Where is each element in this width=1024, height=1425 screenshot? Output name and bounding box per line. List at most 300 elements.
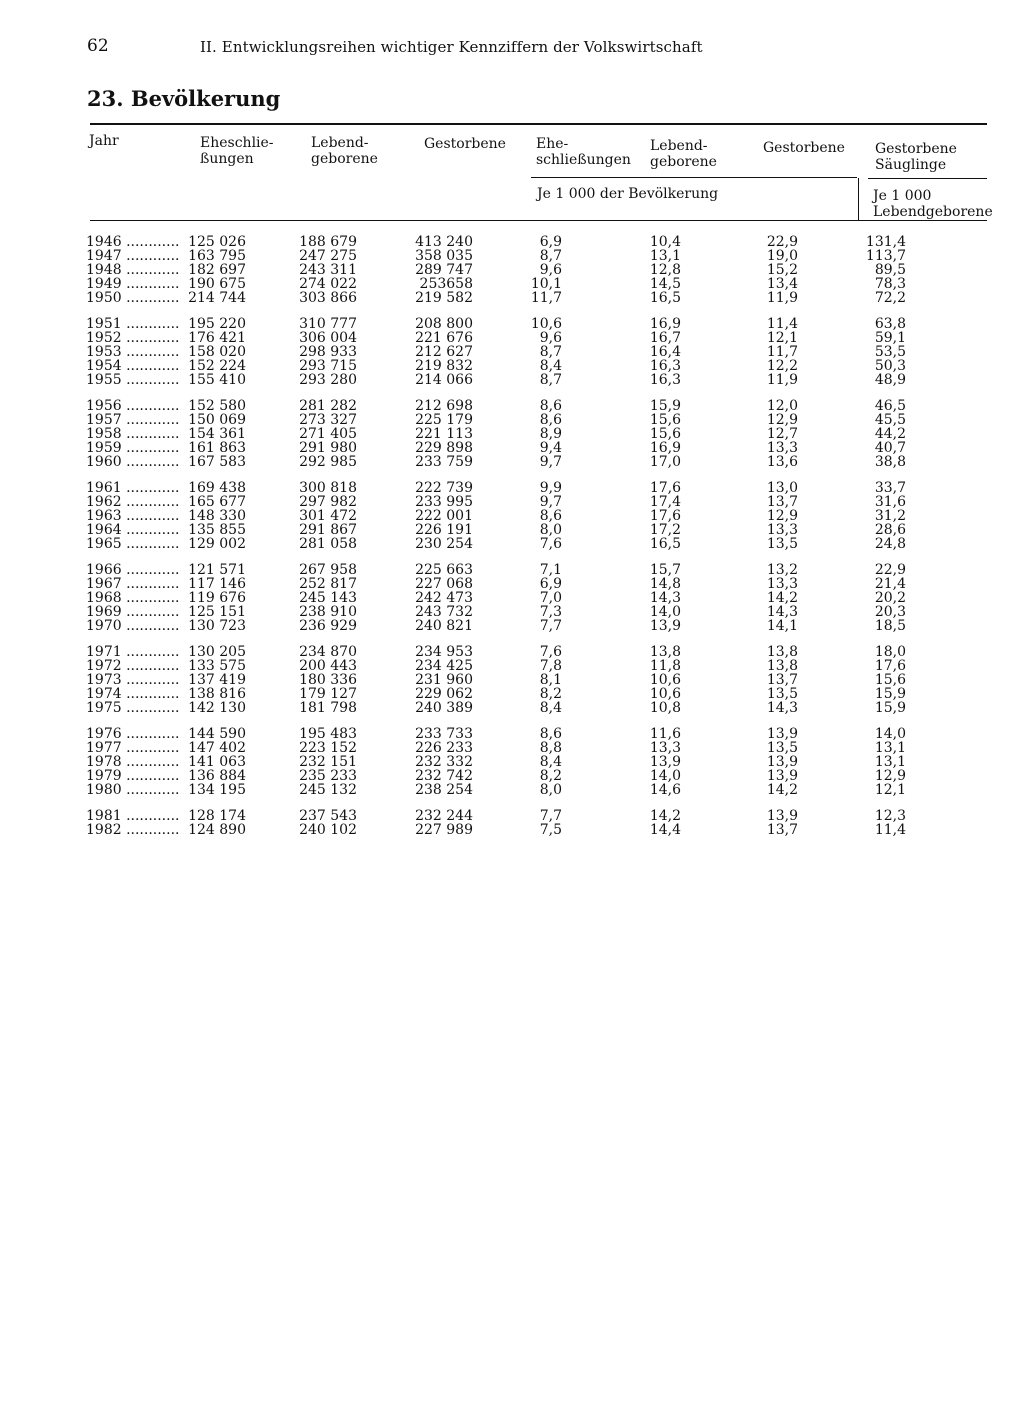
lebend-rate-cell: 17,4 <box>649 494 681 510</box>
year-cell: 1957 ............ <box>86 413 180 427</box>
saeugl-rate-cell: 44,2 <box>874 426 906 442</box>
lebend-rate-cell: 14,4 <box>649 822 681 838</box>
eheschliessungen-cell: 125 151 <box>188 604 246 620</box>
lebendgeborene-cell: 301 472 <box>299 508 357 524</box>
eheschliessungen-cell: 161 863 <box>188 440 246 456</box>
lebendgeborene-cell: 179 127 <box>299 686 357 702</box>
eheschliessungen-cell: 138 816 <box>188 686 246 702</box>
table-row <box>0 399 1024 413</box>
table-row <box>0 317 1024 331</box>
lebend-rate-cell: 16,7 <box>649 330 681 346</box>
gest-rate-cell: 12,7 <box>766 426 798 442</box>
year-cell: 1962 ............ <box>86 495 180 509</box>
table-row <box>0 495 1024 509</box>
table-row <box>0 427 1024 441</box>
table-row <box>0 809 1024 823</box>
row-group <box>0 317 1024 387</box>
saeugl-rate-cell: 13,1 <box>874 754 906 770</box>
saeugl-rate-cell: 28,6 <box>874 522 906 538</box>
lebend-rate-cell: 16,4 <box>649 344 681 360</box>
lebendgeborene-cell: 188 679 <box>299 234 357 250</box>
lebendgeborene-cell: 234 870 <box>299 644 357 660</box>
header-lebend-rate <box>650 138 717 170</box>
saeugl-rate-cell: 11,4 <box>874 822 906 838</box>
gestorbene-cell: 243 732 <box>415 604 473 620</box>
gest-rate-cell: 11,9 <box>766 290 798 306</box>
table-row <box>0 455 1024 469</box>
year-cell: 1964 ............ <box>86 523 180 537</box>
eheschliessungen-cell: 163 795 <box>188 248 246 264</box>
gestorbene-cell: 234 425 <box>415 658 473 674</box>
ehe-rate-cell: 6,9 <box>539 576 562 592</box>
lebendgeborene-cell: 273 327 <box>299 412 357 428</box>
table-row <box>0 509 1024 523</box>
lebend-rate-cell: 14,5 <box>649 276 681 292</box>
eheschliessungen-cell: 165 677 <box>188 494 246 510</box>
eheschliessungen-cell: 136 884 <box>188 768 246 784</box>
eheschliessungen-cell: 130 205 <box>188 644 246 660</box>
ehe-rate-cell: 10,1 <box>530 276 562 292</box>
header-per-1000-bevoelkerung: Je 1 000 der Bevölkerung <box>537 186 719 202</box>
gest-rate-cell: 12,1 <box>766 330 798 346</box>
gest-rate-cell: 13,7 <box>766 822 798 838</box>
saeugl-rate-cell: 78,3 <box>874 276 906 292</box>
saeugl-rate-cell: 46,5 <box>874 398 906 414</box>
table-row <box>0 263 1024 277</box>
gest-rate-cell: 11,9 <box>766 372 798 388</box>
lebendgeborene-cell: 267 958 <box>299 562 357 578</box>
eheschliessungen-cell: 117 146 <box>188 576 246 592</box>
lebendgeborene-cell: 238 910 <box>299 604 357 620</box>
header-eheschliessungen-line-1: Eheschlie- <box>200 135 274 151</box>
lebendgeborene-cell: 237 543 <box>299 808 357 824</box>
table-row <box>0 823 1024 837</box>
gestorbene-cell: 226 233 <box>415 740 473 756</box>
gest-rate-cell: 12,9 <box>766 412 798 428</box>
ehe-rate-cell: 8,6 <box>539 398 562 414</box>
header-gestorbene: Gestorbene <box>424 136 506 152</box>
gest-rate-cell: 13,9 <box>766 808 798 824</box>
lebendgeborene-cell: 293 715 <box>299 358 357 374</box>
year-cell: 1954 ............ <box>86 359 180 373</box>
gestorbene-cell: 240 821 <box>415 618 473 634</box>
eheschliessungen-cell: 119 676 <box>188 590 246 606</box>
lebend-rate-cell: 13,1 <box>649 248 681 264</box>
table-row <box>0 687 1024 701</box>
saeugl-rate-cell: 20,3 <box>874 604 906 620</box>
ehe-rate-cell: 7,0 <box>539 590 562 606</box>
header-lebendgeborene-line-2: geborene <box>311 151 378 167</box>
saeugl-rate-cell: 53,5 <box>874 344 906 360</box>
gestorbene-cell: 234 953 <box>415 644 473 660</box>
ehe-rate-cell: 7,6 <box>539 644 562 660</box>
year-cell: 1967 ............ <box>86 577 180 591</box>
ehe-rate-cell: 6,9 <box>539 234 562 250</box>
lebendgeborene-cell: 300 818 <box>299 480 357 496</box>
header-per-1000-lebendgeborene-line-2: Lebendgeborene <box>873 204 993 220</box>
saeugl-rate-cell: 59,1 <box>874 330 906 346</box>
ehe-rate-cell: 8,7 <box>539 344 562 360</box>
lebend-rate-cell: 14,6 <box>649 782 681 798</box>
gestorbene-cell: 219 832 <box>415 358 473 374</box>
year-cell: 1981 ............ <box>86 809 180 823</box>
header-vertical-rule <box>858 178 859 220</box>
gestorbene-cell: 233 733 <box>415 726 473 742</box>
table-row <box>0 673 1024 687</box>
lebend-rate-cell: 17,2 <box>649 522 681 538</box>
year-cell: 1955 ............ <box>86 373 180 387</box>
gest-rate-cell: 14,2 <box>766 782 798 798</box>
year-cell: 1969 ............ <box>86 605 180 619</box>
eheschliessungen-cell: 144 590 <box>188 726 246 742</box>
eheschliessungen-cell: 158 020 <box>188 344 246 360</box>
saeugl-rate-cell: 113,7 <box>865 248 906 264</box>
ehe-rate-cell: 9,6 <box>539 262 562 278</box>
lebendgeborene-cell: 293 280 <box>299 372 357 388</box>
ehe-rate-cell: 8,4 <box>539 358 562 374</box>
row-group <box>0 645 1024 715</box>
gestorbene-cell: 227 989 <box>415 822 473 838</box>
gest-rate-cell: 13,8 <box>766 644 798 660</box>
saeugl-rate-cell: 14,0 <box>874 726 906 742</box>
lebendgeborene-cell: 271 405 <box>299 426 357 442</box>
table-row <box>0 701 1024 715</box>
table-row <box>0 605 1024 619</box>
lebendgeborene-cell: 181 798 <box>299 700 357 716</box>
saeugl-rate-cell: 24,8 <box>874 536 906 552</box>
eheschliessungen-cell: 154 361 <box>188 426 246 442</box>
ehe-rate-cell: 7,8 <box>539 658 562 674</box>
lebend-rate-cell: 14,8 <box>649 576 681 592</box>
row-group <box>0 481 1024 551</box>
gestorbene-cell: 212 698 <box>415 398 473 414</box>
eheschliessungen-cell: 190 675 <box>188 276 246 292</box>
saeugl-rate-cell: 40,7 <box>874 440 906 456</box>
eheschliessungen-cell: 133 575 <box>188 658 246 674</box>
lebend-rate-cell: 10,8 <box>649 700 681 716</box>
year-cell: 1979 ............ <box>86 769 180 783</box>
saeugl-rate-cell: 45,5 <box>874 412 906 428</box>
saeugl-rate-cell: 89,5 <box>874 262 906 278</box>
eheschliessungen-cell: 141 063 <box>188 754 246 770</box>
gest-rate-cell: 12,2 <box>766 358 798 374</box>
ehe-rate-cell: 7,7 <box>539 618 562 634</box>
ehe-rate-cell: 9,6 <box>539 330 562 346</box>
lebendgeborene-cell: 281 058 <box>299 536 357 552</box>
lebend-rate-cell: 14,2 <box>649 808 681 824</box>
lebendgeborene-cell: 245 143 <box>299 590 357 606</box>
header-per-1000-lebendgeborene <box>873 188 993 220</box>
eheschliessungen-cell: 130 723 <box>188 618 246 634</box>
page-number: 62 <box>87 36 109 56</box>
year-cell: 1976 ............ <box>86 727 180 741</box>
year-cell: 1978 ............ <box>86 755 180 769</box>
ehe-rate-cell: 8,1 <box>539 672 562 688</box>
lebendgeborene-cell: 195 483 <box>299 726 357 742</box>
eheschliessungen-cell: 147 402 <box>188 740 246 756</box>
gestorbene-cell: 232 244 <box>415 808 473 824</box>
eheschliessungen-cell: 152 224 <box>188 358 246 374</box>
gest-rate-cell: 13,7 <box>766 494 798 510</box>
gest-rate-cell: 13,0 <box>766 480 798 496</box>
lebendgeborene-cell: 292 985 <box>299 454 357 470</box>
lebend-rate-cell: 16,5 <box>649 536 681 552</box>
lebend-rate-cell: 14,3 <box>649 590 681 606</box>
lebendgeborene-cell: 306 004 <box>299 330 357 346</box>
saeugl-rate-cell: 15,6 <box>874 672 906 688</box>
gest-rate-cell: 13,5 <box>766 536 798 552</box>
ehe-rate-cell: 8,2 <box>539 686 562 702</box>
ehe-rate-cell: 8,9 <box>539 426 562 442</box>
ehe-rate-cell: 11,7 <box>530 290 562 306</box>
header-ehe-rate-line-2: schließungen <box>536 152 631 168</box>
lebend-rate-cell: 11,6 <box>649 726 681 742</box>
gest-rate-cell: 14,1 <box>766 618 798 634</box>
gestorbene-cell: 253658 <box>419 276 473 292</box>
year-cell: 1966 ............ <box>86 563 180 577</box>
gest-rate-cell: 13,4 <box>766 276 798 292</box>
year-cell: 1958 ............ <box>86 427 180 441</box>
gest-rate-cell: 14,3 <box>766 604 798 620</box>
eheschliessungen-cell: 129 002 <box>188 536 246 552</box>
saeugl-rate-cell: 31,6 <box>874 494 906 510</box>
eheschliessungen-cell: 124 890 <box>188 822 246 838</box>
lebendgeborene-cell: 281 282 <box>299 398 357 414</box>
eheschliessungen-cell: 121 571 <box>188 562 246 578</box>
saeugl-rate-cell: 48,9 <box>874 372 906 388</box>
table-row <box>0 481 1024 495</box>
gestorbene-cell: 238 254 <box>415 782 473 798</box>
eheschliessungen-cell: 167 583 <box>188 454 246 470</box>
year-cell: 1965 ............ <box>86 537 180 551</box>
gest-rate-cell: 15,2 <box>766 262 798 278</box>
row-group <box>0 563 1024 633</box>
gestorbene-cell: 214 066 <box>415 372 473 388</box>
saeugl-rate-cell: 21,4 <box>874 576 906 592</box>
gest-rate-cell: 13,9 <box>766 726 798 742</box>
gestorbene-cell: 358 035 <box>415 248 473 264</box>
lebendgeborene-cell: 223 152 <box>299 740 357 756</box>
lebend-rate-cell: 16,9 <box>649 316 681 332</box>
lebendgeborene-cell: 274 022 <box>299 276 357 292</box>
lebend-rate-cell: 12,8 <box>649 262 681 278</box>
table-row <box>0 359 1024 373</box>
gestorbene-cell: 222 001 <box>415 508 473 524</box>
table-row <box>0 373 1024 387</box>
gestorbene-cell: 208 800 <box>415 316 473 332</box>
gestorbene-cell: 222 739 <box>415 480 473 496</box>
ehe-rate-cell: 9,9 <box>539 480 562 496</box>
ehe-rate-cell: 7,5 <box>539 822 562 838</box>
table-row <box>0 413 1024 427</box>
eheschliessungen-cell: 195 220 <box>188 316 246 332</box>
gest-rate-cell: 13,3 <box>766 440 798 456</box>
year-cell: 1975 ............ <box>86 701 180 715</box>
ehe-rate-cell: 7,3 <box>539 604 562 620</box>
ehe-rate-cell: 7,1 <box>539 562 562 578</box>
gest-rate-cell: 14,3 <box>766 700 798 716</box>
saeugl-rate-cell: 22,9 <box>874 562 906 578</box>
table-body <box>0 235 1024 849</box>
lebend-rate-cell: 17,6 <box>649 508 681 524</box>
gestorbene-cell: 221 676 <box>415 330 473 346</box>
lebendgeborene-cell: 245 132 <box>299 782 357 798</box>
year-cell: 1956 ............ <box>86 399 180 413</box>
year-cell: 1949 ............ <box>86 277 180 291</box>
header-lebendgeborene <box>311 135 378 167</box>
table-row <box>0 591 1024 605</box>
saeugl-rate-cell: 17,6 <box>874 658 906 674</box>
table-row <box>0 249 1024 263</box>
lebend-rate-cell: 11,8 <box>649 658 681 674</box>
header-infant-rule <box>868 178 987 179</box>
gestorbene-cell: 230 254 <box>415 536 473 552</box>
gestorbene-cell: 232 332 <box>415 754 473 770</box>
saeugl-rate-cell: 20,2 <box>874 590 906 606</box>
table-row <box>0 619 1024 633</box>
gest-rate-cell: 13,9 <box>766 754 798 770</box>
gest-rate-cell: 12,0 <box>766 398 798 414</box>
year-cell: 1972 ............ <box>86 659 180 673</box>
table-row <box>0 291 1024 305</box>
saeugl-rate-cell: 131,4 <box>865 234 906 250</box>
lebend-rate-cell: 15,9 <box>649 398 681 414</box>
gestorbene-cell: 242 473 <box>415 590 473 606</box>
lebendgeborene-cell: 297 982 <box>299 494 357 510</box>
gest-rate-cell: 13,5 <box>766 686 798 702</box>
gestorbene-cell: 226 191 <box>415 522 473 538</box>
row-group <box>0 809 1024 837</box>
ehe-rate-cell: 7,7 <box>539 808 562 824</box>
table-row <box>0 577 1024 591</box>
ehe-rate-cell: 8,0 <box>539 522 562 538</box>
gestorbene-cell: 231 960 <box>415 672 473 688</box>
ehe-rate-cell: 8,6 <box>539 726 562 742</box>
ehe-rate-cell: 8,4 <box>539 700 562 716</box>
gestorbene-cell: 232 742 <box>415 768 473 784</box>
lebendgeborene-cell: 291 980 <box>299 440 357 456</box>
header-saeugl-rate-line-2: Säuglinge <box>875 157 947 173</box>
gest-rate-cell: 13,3 <box>766 522 798 538</box>
saeugl-rate-cell: 63,8 <box>874 316 906 332</box>
lebend-rate-cell: 10,6 <box>649 686 681 702</box>
lebend-rate-cell: 17,6 <box>649 480 681 496</box>
year-cell: 1968 ............ <box>86 591 180 605</box>
year-cell: 1961 ............ <box>86 481 180 495</box>
eheschliessungen-cell: 125 026 <box>188 234 246 250</box>
saeugl-rate-cell: 12,3 <box>874 808 906 824</box>
eheschliessungen-cell: 214 744 <box>188 290 246 306</box>
lebend-rate-cell: 17,0 <box>649 454 681 470</box>
row-group <box>0 235 1024 305</box>
gestorbene-cell: 233 995 <box>415 494 473 510</box>
year-cell: 1971 ............ <box>86 645 180 659</box>
gest-rate-cell: 13,7 <box>766 672 798 688</box>
year-cell: 1953 ............ <box>86 345 180 359</box>
ehe-rate-cell: 8,6 <box>539 508 562 524</box>
header-per-1000-lebendgeborene-line-1: Je 1 000 <box>873 188 932 204</box>
section-title: 23. Bevölkerung <box>87 86 281 111</box>
lebend-rate-cell: 14,0 <box>649 604 681 620</box>
saeugl-rate-cell: 31,2 <box>874 508 906 524</box>
gestorbene-cell: 240 389 <box>415 700 473 716</box>
gestorbene-cell: 229 898 <box>415 440 473 456</box>
gestorbene-cell: 413 240 <box>415 234 473 250</box>
ehe-rate-cell: 7,6 <box>539 536 562 552</box>
lebendgeborene-cell: 310 777 <box>299 316 357 332</box>
year-cell: 1947 ............ <box>86 249 180 263</box>
lebend-rate-cell: 15,6 <box>649 412 681 428</box>
saeugl-rate-cell: 72,2 <box>874 290 906 306</box>
gestorbene-cell: 229 062 <box>415 686 473 702</box>
header-saeugl-rate <box>875 141 957 173</box>
header-saeugl-rate-line-1: Gestorbene <box>875 141 957 157</box>
saeugl-rate-cell: 38,8 <box>874 454 906 470</box>
table-row <box>0 659 1024 673</box>
eheschliessungen-cell: 169 438 <box>188 480 246 496</box>
gest-rate-cell: 13,2 <box>766 562 798 578</box>
ehe-rate-cell: 8,6 <box>539 412 562 428</box>
header-bottom-rule <box>90 220 987 221</box>
gestorbene-cell: 219 582 <box>415 290 473 306</box>
year-cell: 1977 ............ <box>86 741 180 755</box>
header-top-rule <box>90 123 987 125</box>
year-cell: 1950 ............ <box>86 291 180 305</box>
header-ehe-rate-line-1: Ehe- <box>536 136 569 152</box>
gestorbene-cell: 233 759 <box>415 454 473 470</box>
lebendgeborene-cell: 252 817 <box>299 576 357 592</box>
gestorbene-cell: 289 747 <box>415 262 473 278</box>
header-lebend-rate-line-2: geborene <box>650 154 717 170</box>
lebendgeborene-cell: 240 102 <box>299 822 357 838</box>
eheschliessungen-cell: 155 410 <box>188 372 246 388</box>
lebend-rate-cell: 16,5 <box>649 290 681 306</box>
gestorbene-cell: 225 179 <box>415 412 473 428</box>
saeugl-rate-cell: 12,1 <box>874 782 906 798</box>
lebendgeborene-cell: 291 867 <box>299 522 357 538</box>
row-group <box>0 399 1024 469</box>
saeugl-rate-cell: 12,9 <box>874 768 906 784</box>
gest-rate-cell: 19,0 <box>766 248 798 264</box>
gest-rate-cell: 22,9 <box>766 234 798 250</box>
table-row <box>0 277 1024 291</box>
year-cell: 1952 ............ <box>86 331 180 345</box>
ehe-rate-cell: 9,7 <box>539 454 562 470</box>
lebend-rate-cell: 15,7 <box>649 562 681 578</box>
year-cell: 1970 ............ <box>86 619 180 633</box>
lebendgeborene-cell: 243 311 <box>299 262 357 278</box>
table-row <box>0 345 1024 359</box>
ehe-rate-cell: 8,4 <box>539 754 562 770</box>
year-cell: 1959 ............ <box>86 441 180 455</box>
ehe-rate-cell: 10,6 <box>530 316 562 332</box>
year-cell: 1963 ............ <box>86 509 180 523</box>
eheschliessungen-cell: 150 069 <box>188 412 246 428</box>
lebend-rate-cell: 14,0 <box>649 768 681 784</box>
gest-rate-cell: 14,2 <box>766 590 798 606</box>
gestorbene-cell: 227 068 <box>415 576 473 592</box>
ehe-rate-cell: 9,4 <box>539 440 562 456</box>
gestorbene-cell: 221 113 <box>415 426 473 442</box>
table-row <box>0 537 1024 551</box>
gest-rate-cell: 13,3 <box>766 576 798 592</box>
eheschliessungen-cell: 182 697 <box>188 262 246 278</box>
eheschliessungen-cell: 135 855 <box>188 522 246 538</box>
ehe-rate-cell: 8,8 <box>539 740 562 756</box>
table-row <box>0 441 1024 455</box>
lebend-rate-cell: 10,4 <box>649 234 681 250</box>
table-row <box>0 235 1024 249</box>
